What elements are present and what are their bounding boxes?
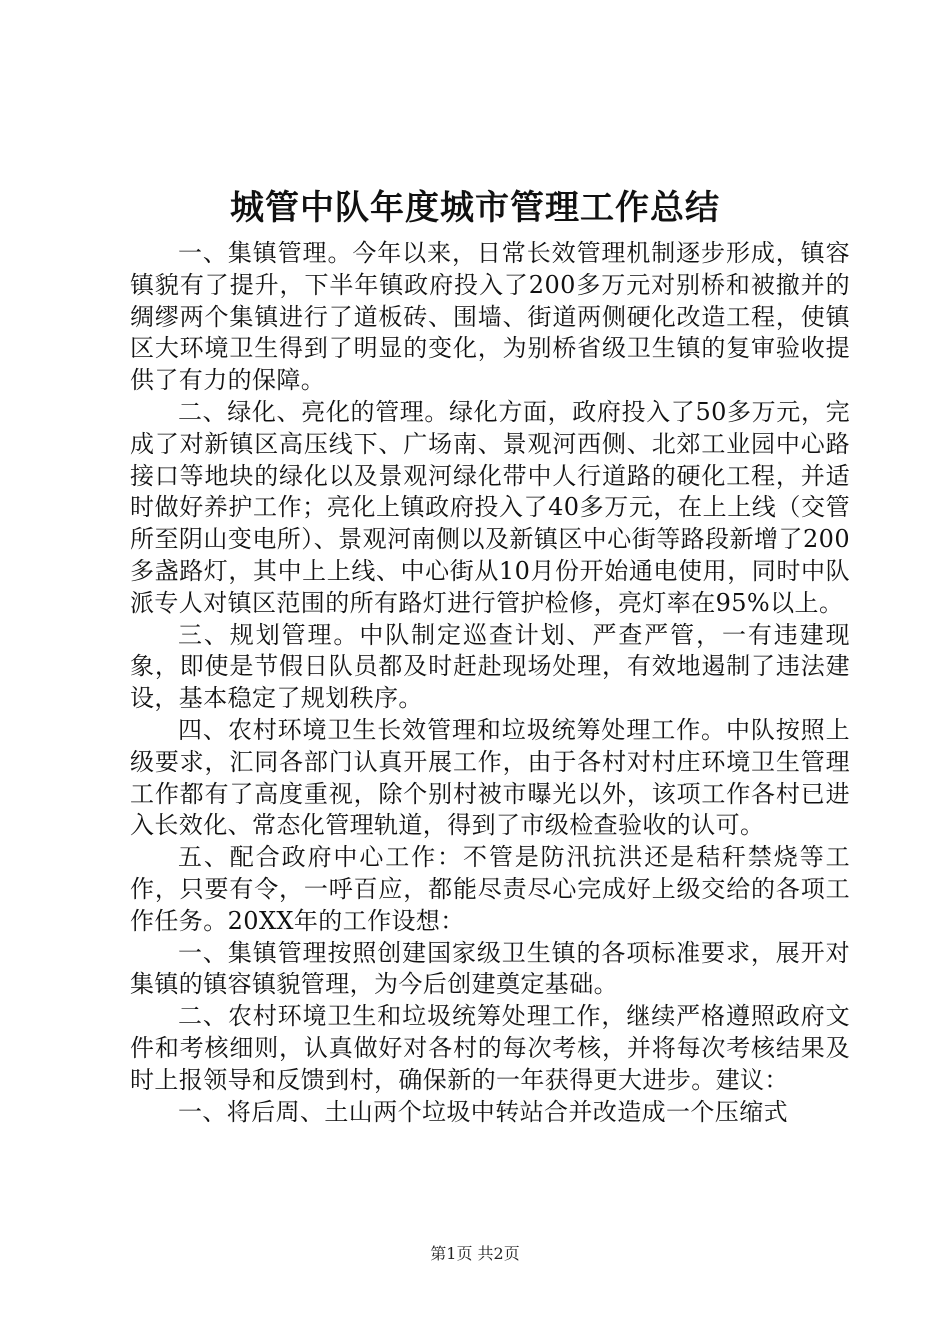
paragraph-7: 二、农村环境卫生和垃圾统筹处理工作，继续严格遵照政府文件和考核细则，认真做好对各村的每次考核，并将每次考核结果及时上报领导和反馈到村，确保新的一年获得更大进步。建议：: [130, 1002, 850, 1094]
paragraph-1: 一、集镇管理。今年以来，日常长效管理机制逐步形成，镇容镇貌有了提升，下半年镇政府投入了200多万元对别桥和被撤并的绸缪两个集镇进行了道板砖、围墙、街道两侧硬化改造工程，使镇区大环境卫生得到了明显的变化，为别桥省级卫生镇的复审验收提供了有力的保障。: [130, 239, 850, 395]
document-body: [130, 238, 850, 1128]
paragraph-8: 一、将后周、土山两个垃圾中转站合并改造成一个压缩式: [178, 1097, 788, 1126]
page-footer: 第1页 共2页: [430, 1244, 520, 1263]
paragraph-5: 五、配合政府中心工作：不管是防汛抗洪还是秸秆禁烧等工作，只要有令，一呼百应，都能尽责尽心完成好上级交给的各项工作任务。20XX年的工作设想：: [130, 843, 850, 935]
paragraph-6: 一、集镇管理按照创建国家级卫生镇的各项标准要求，展开对集镇的镇容镇貌管理，为今后创建奠定基础。: [130, 938, 850, 999]
paragraph-3: 三、规划管理。中队制定巡查计划、严查严管，一有违建现象，即使是节假日队员都及时赶赴现场处理，有效地遏制了违法建设，基本稳定了规划秩序。: [130, 620, 850, 713]
document-title: 城管中队年度城市管理工作总结: [230, 188, 720, 228]
paragraph-4: 四、农村环境卫生长效管理和垃圾统筹处理工作。中队按照上级要求，汇同各部门认真开展工作，由于各村对村庄环境卫生管理工作都有了高度重视，除个别村被市曝光以外，该项工作各村已进入长效化、常态化管理轨道，得到了市级检查验收的认可。: [130, 715, 850, 840]
paragraph-2: 二、绿化、亮化的管理。绿化方面，政府投入了50多万元，完成了对新镇区高压线下、广场南、景观河西侧、北郊工业园中心路接口等地块的绿化以及景观河绿化带中人行道路的硬化工程，并适时做好养护工作；亮化上镇政府投入了40多万元，在上上线（交管所至阴山变电所）、景观河南侧以及新镇区中心街等路段新增了200多盏路灯，其中上上线、中心街从10月份开始通电使用，同时中队派专人对镇区范围的所有路灯进行管护检修，亮灯率在95%以上。: [130, 397, 850, 617]
